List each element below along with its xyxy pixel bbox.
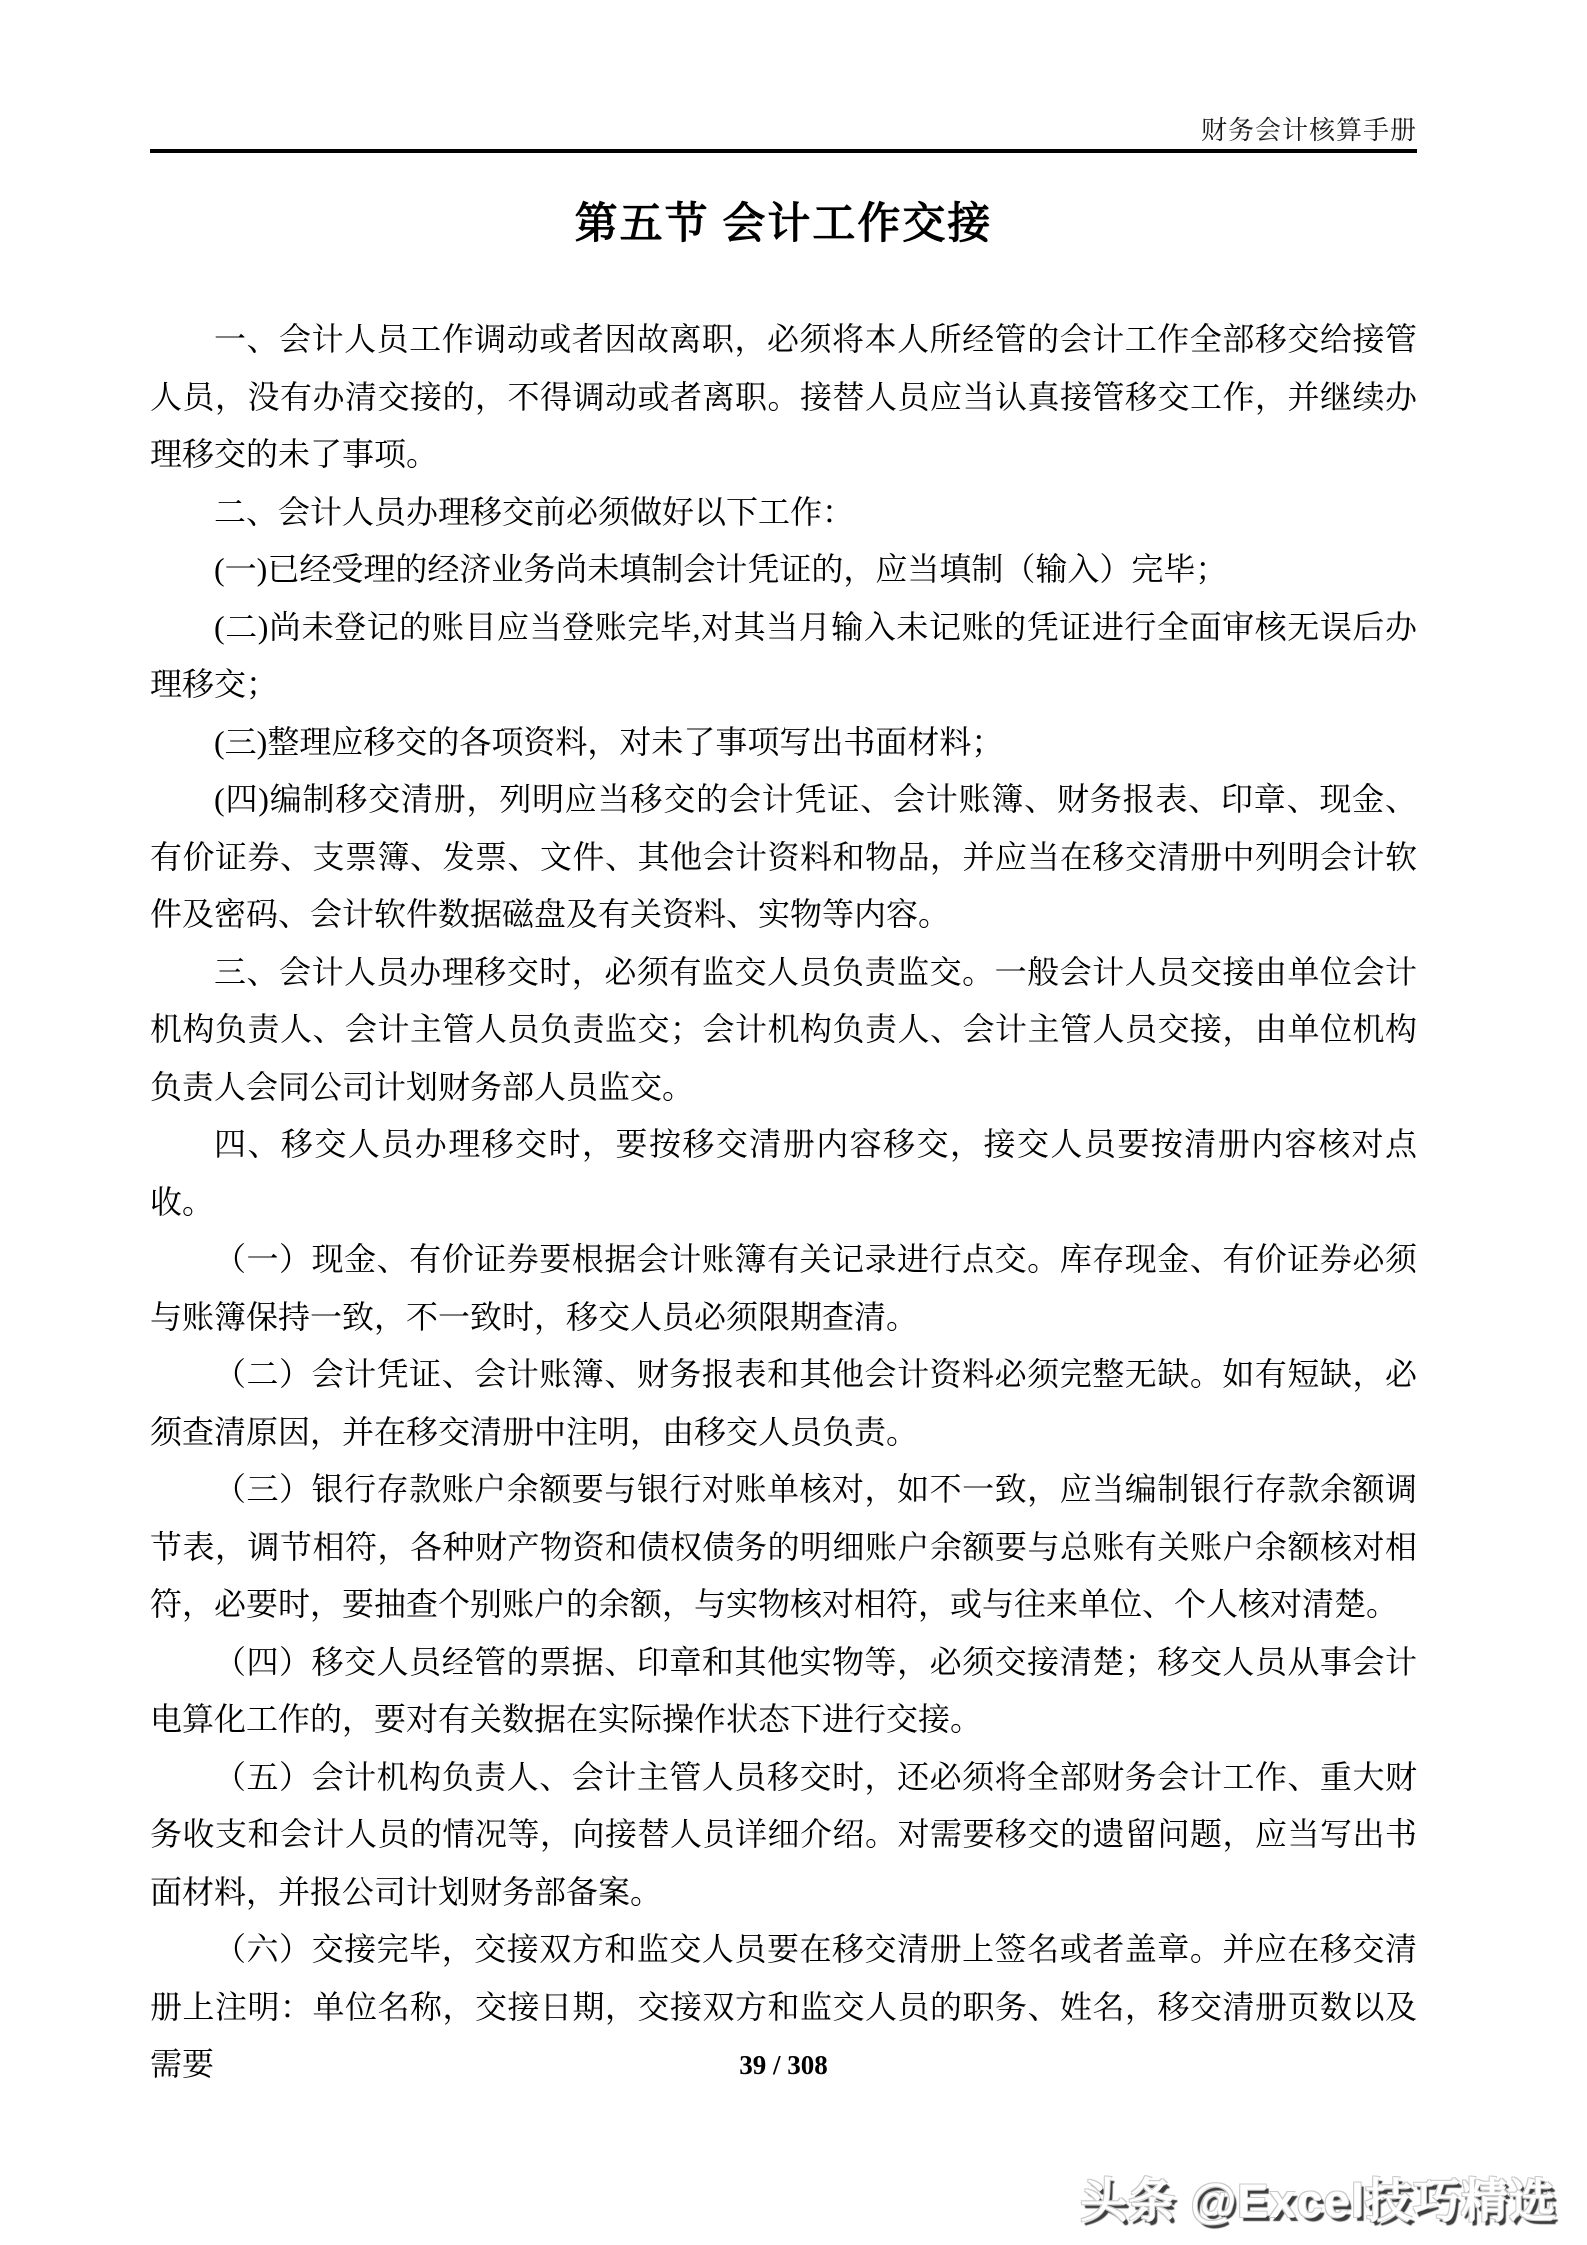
paragraph: （一）现金、有价证券要根据会计账簿有关记录进行点交。库存现金、有价证券必须与账簿保持一致，不一致时，移交人员必须限期查清。 [150, 1241, 1417, 1335]
running-header: 财务会计核算手册 [1200, 116, 1417, 145]
paragraph: （六）交接完毕，交接双方和监交人员要在移交清册上签名或者盖章。并应在移交清册上注明：单位名称，交接日期，交接双方和监交人员的职务、姓名，移交清册页数以及需要 [150, 1931, 1417, 2082]
section-title: 第五节 会计工作交接 [574, 201, 993, 248]
paragraph: 二、会计人员办理移交前必须做好以下工作： [214, 493, 855, 530]
paragraph: 四、移交人员办理移交时，要按移交清册内容移交，接交人员要按清册内容核对点收。 [150, 1126, 1417, 1220]
paragraph: （二）会计凭证、会计账簿、财务报表和其他会计资料必须完整无缺。如有短缺，必须查清原因，并在移交清册中注明，由移交人员负责。 [150, 1356, 1417, 1450]
paragraph: (四)编制移交清册，列明应当移交的会计凭证、会计账簿、财务报表、印章、现金、有价证券、支票簿、发票、文件、其他会计资料和物品，并应当在移交清册中列明会计软件及密码、会计软件数据磁盘及有关资料、实物等内容。 [150, 781, 1417, 932]
paragraph: (三)整理应移交的各项资料，对未了事项写出书面材料； [214, 723, 1004, 760]
paragraph: （五）会计机构负责人、会计主管人员移交时，还必须将全部财务会计工作、重大财务收支和会计人员的情况等，向接替人员详细介绍。对需要移交的遗留问题，应当写出书面材料，并报公司计划财务部备案。 [150, 1758, 1417, 1910]
paragraph: 一、会计人员工作调动或者因故离职，必须将本人所经管的会计工作全部移交给接管人员，没有办清交接的，不得调动或者离职。接替人员应当认真接管移交工作，并继续办理移交的未了事项。 [150, 321, 1417, 472]
paragraph: (一)已经受理的经济业务尚未填制会计凭证的，应当填制（输入）完毕； [214, 551, 1228, 587]
paragraph: （三）银行存款账户余额要与银行对账单核对，如不一致，应当编制银行存款余额调节表，调节相符，各种财产物资和债权债务的明细账户余额要与总账有关账户余额核对相符，必要时，要抽查个别账户的余额，与实物核对相符，或与往来单位、个人核对清楚。 [150, 1471, 1417, 1622]
watermark: 头条 @Excel技巧精选 [1080, 2174, 1557, 2227]
header-rule [150, 149, 1417, 153]
paragraph: 三、会计人员办理移交时，必须有监交人员负责监交。一般会计人员交接由单位会计机构负责人、会计主管人员负责监交；会计机构负责人、会计主管人员交接，由单位机构负责人会同公司计划财务部人员监交。 [150, 953, 1417, 1105]
paragraph: （四）移交人员经管的票据、印章和其他实物等，必须交接清楚；移交人员从事会计电算化工作的，要对有关数据在实际操作状态下进行交接。 [150, 1643, 1417, 1737]
paragraph: (二)尚未登记的账目应当登账完毕,对其当月输入未记账的凭证进行全面审核无误后办理移交； [150, 608, 1417, 702]
page-number: 39 / 308 [739, 2050, 828, 2080]
document-body [150, 311, 1417, 2094]
